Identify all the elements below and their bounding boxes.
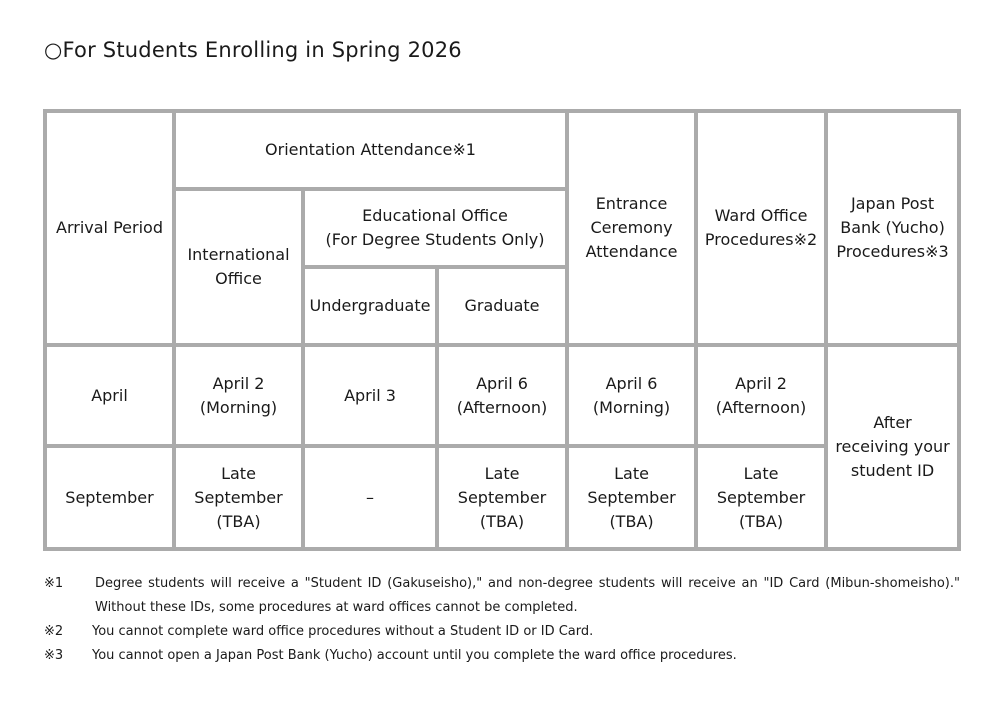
header-international-office: International Office — [174, 189, 303, 345]
footnote-1-mark: ※1 — [44, 576, 64, 591]
footnote-2-mark: ※2 — [44, 624, 64, 639]
header-graduate: Graduate — [437, 267, 567, 345]
header-ward-office: Ward Office Procedures※2 — [696, 111, 826, 345]
header-arrival-period: Arrival Period — [45, 111, 174, 345]
footnote-3-mark: ※3 — [44, 648, 64, 663]
header-undergraduate: Undergraduate — [303, 267, 437, 345]
footnote-1-line-1: Degree students will receive a "Student ID (Gakuseisho)," and non-degree students will receive an "ID Card (Mibun-shomeisho)." — [95, 576, 960, 591]
footnote-2 — [44, 620, 960, 644]
april-graduate: April 6 (Afternoon) — [437, 345, 567, 446]
september-international: Late September (TBA) — [174, 446, 303, 549]
footnote-1 — [44, 572, 960, 620]
april-ceremony: April 6 (Morning) — [567, 345, 696, 446]
footnotes — [44, 572, 960, 668]
september-graduate: Late September (TBA) — [437, 446, 567, 549]
footnote-3 — [44, 644, 960, 668]
header-japan-post: Japan Post Bank (Yucho) Procedures※3 — [826, 111, 959, 345]
april-undergraduate: April 3 — [303, 345, 437, 446]
september-period: September — [45, 446, 174, 549]
header-educational-office: Educational Office (For Degree Students Only) — [303, 189, 567, 267]
september-undergraduate: – — [303, 446, 437, 549]
japan-post-all: After receiving your student ID — [826, 345, 959, 549]
footnote-1-line-2: Without these IDs, some procedures at ward offices cannot be completed. — [95, 600, 578, 615]
footnote-3-text: You cannot open a Japan Post Bank (Yucho) account until you complete the ward office procedures. — [92, 648, 737, 663]
april-international: April 2 (Morning) — [174, 345, 303, 446]
april-period: April — [45, 345, 174, 446]
schedule-table — [43, 109, 961, 551]
footnote-2-text: You cannot complete ward office procedures without a Student ID or ID Card. — [92, 624, 594, 639]
september-ward: Late September (TBA) — [696, 446, 826, 549]
header-entrance-ceremony: Entrance Ceremony Attendance — [567, 111, 696, 345]
september-ceremony: Late September (TBA) — [567, 446, 696, 549]
header-orientation: Orientation Attendance※1 — [174, 111, 567, 189]
page-title: ○For Students Enrolling in Spring 2026 — [44, 38, 462, 62]
april-ward: April 2 (Afternoon) — [696, 345, 826, 446]
